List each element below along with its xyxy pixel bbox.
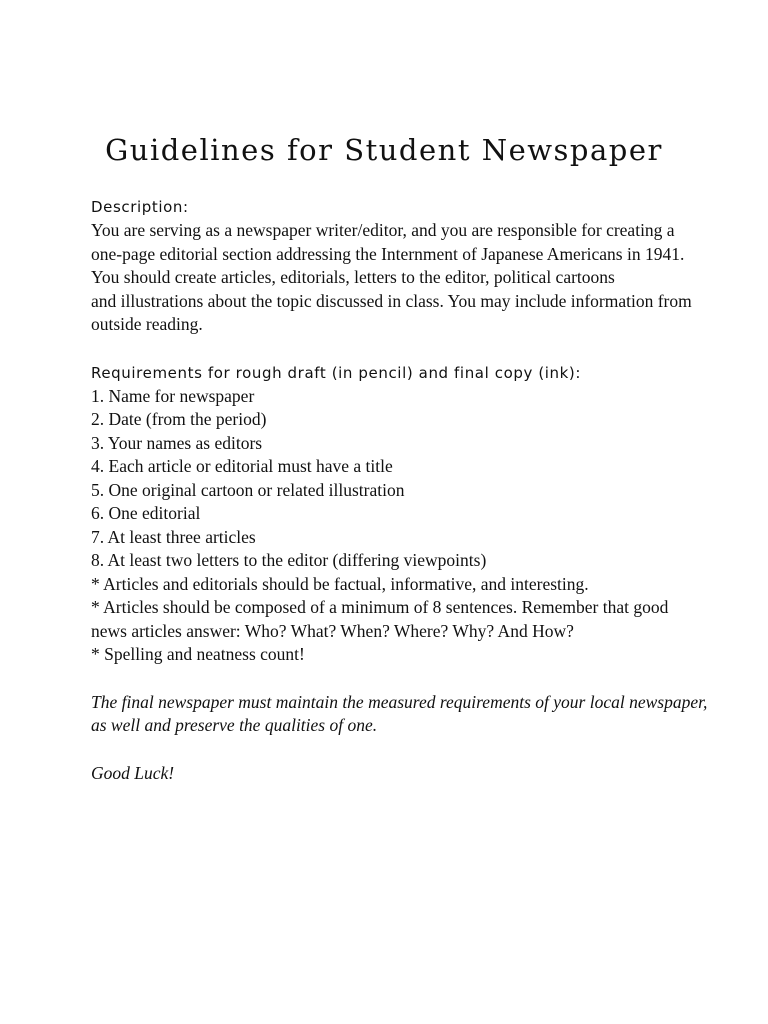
- closing-section: [91, 691, 708, 786]
- sign-off: Good Luck!: [91, 762, 175, 783]
- requirement-note: news articles answer: Who? What? When? Where? Why? And How?: [91, 620, 574, 641]
- section-spacer: [91, 337, 701, 361]
- requirement-note: * Articles should be composed of a minimum of 8 sentences. Remember that good: [91, 597, 669, 617]
- requirement-item: 5. One original cartoon or related illustration: [91, 479, 405, 500]
- requirement-item: 2. Date (from the period): [91, 409, 267, 429]
- closing-line: The final newspaper must maintain the measured requirements of your local newspaper,: [91, 691, 708, 712]
- requirement-item: 6. One editorial: [91, 503, 201, 523]
- requirement-item: 4. Each article or editorial must have a title: [91, 456, 393, 476]
- requirement-item: 3. Your names as editors: [91, 432, 263, 453]
- document-title: Guidelines for Student Newspaper: [105, 133, 663, 167]
- description-line: one-page editorial section addressing the Internment of Japanese Americans in 1941.: [91, 243, 685, 264]
- requirements-section: [91, 361, 701, 667]
- requirement-item: 8. At least two letters to the editor (differing viewpoints): [91, 550, 487, 570]
- section-spacer: [91, 667, 701, 691]
- description-line: outside reading.: [91, 314, 203, 334]
- description-line: and illustrations about the topic discussed in class. You may include information from: [91, 290, 692, 311]
- closing-line: as well and preserve the qualities of one.: [91, 715, 378, 735]
- description-heading: Description:: [91, 198, 189, 216]
- section-spacer: [91, 738, 701, 762]
- requirements-heading: Requirements for rough draft (in pencil) and final copy (ink):: [91, 363, 582, 382]
- requirement-item: 1. Name for newspaper: [91, 385, 255, 406]
- description-section: [91, 195, 701, 337]
- description-line: You should create articles, editorials, letters to the editor, political cartoons: [91, 267, 615, 287]
- requirement-item: 7. At least three articles: [91, 526, 256, 547]
- description-line: You are serving as a newspaper writer/editor, and you are responsible for creating a: [91, 220, 675, 240]
- requirement-note: * Articles and editorials should be factual, informative, and interesting.: [91, 573, 589, 594]
- requirement-note: * Spelling and neatness count!: [91, 644, 305, 664]
- document-body: [91, 195, 708, 785]
